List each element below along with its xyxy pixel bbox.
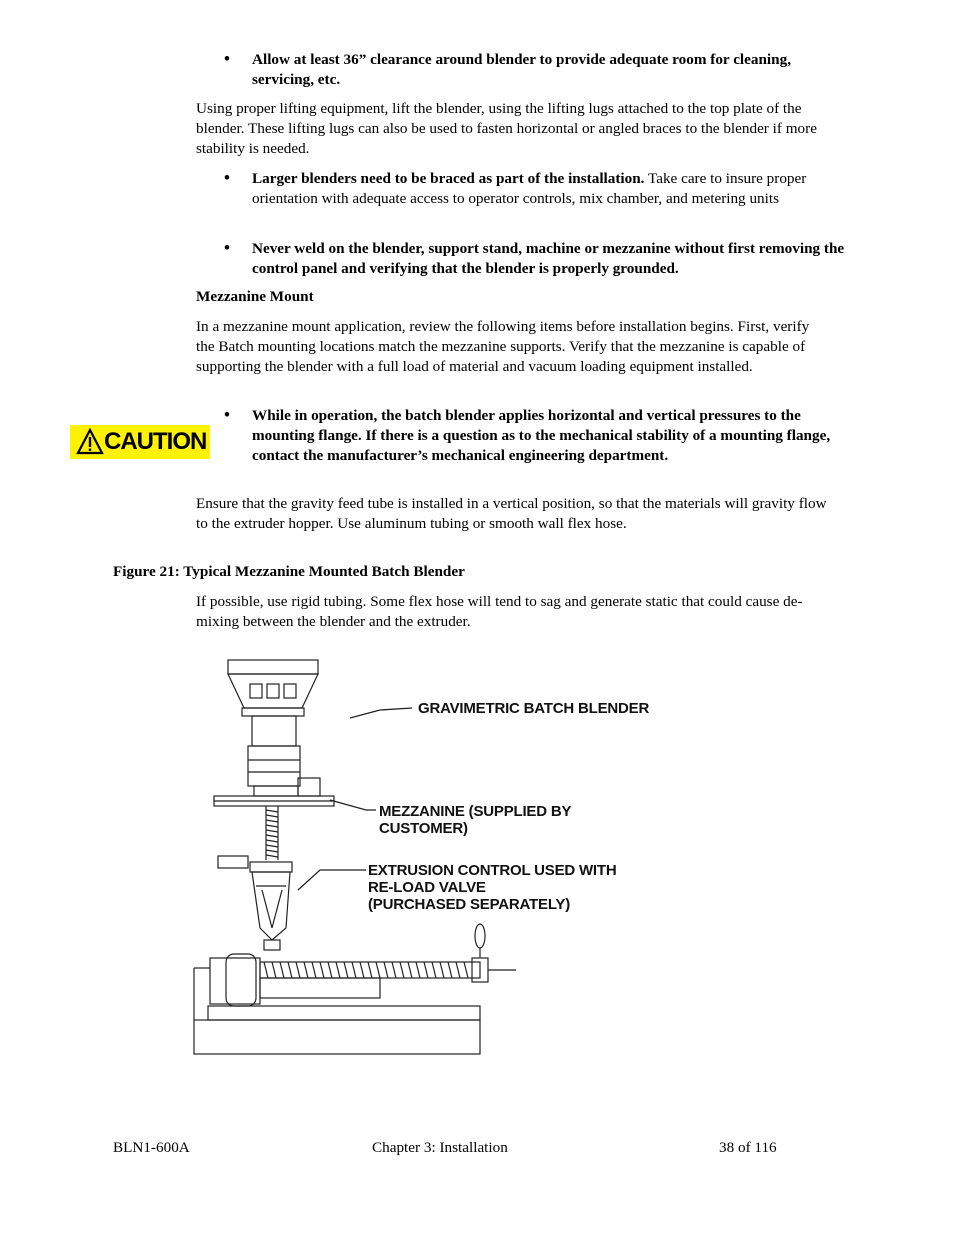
leader-mezzanine bbox=[330, 800, 376, 810]
bullet-dot: • bbox=[224, 405, 230, 424]
caution-label bbox=[70, 425, 210, 459]
bullet-braced: Larger blenders need to be braced as part of the installation. Take care to insure proper orientation with adequate access to operator controls, mix chamber, and metering units bbox=[252, 170, 807, 207]
warning-triangle-icon bbox=[76, 428, 104, 456]
label-extrusion-line1: EXTRUSION CONTROL USED WITH bbox=[368, 862, 617, 879]
label-mezzanine-line2: CUSTOMER) bbox=[379, 820, 468, 837]
extruder-base bbox=[194, 1020, 480, 1054]
extruder-motor bbox=[210, 958, 260, 1004]
leader-blender bbox=[350, 708, 412, 718]
paragraph-mezzanine: In a mezzanine mount application, review the following items before installation begins. First, verify the Batch mounting locations match the mezzanine supports. Verify that the mezzanine is capable of supporting the blender with a full load of material and vacuum loading equipment installed. bbox=[196, 318, 810, 375]
paragraph-gravity: Ensure that the gravity feed tube is installed in a vertical position, so that the materials will gravity flow to the extruder hopper. Use aluminum tubing or smooth wall flex hose. bbox=[196, 495, 827, 532]
bullet-dot: • bbox=[224, 168, 230, 187]
paragraph-lifting: Using proper lifting equipment, lift the blender, using the lifting lugs attached to the top plate of the blender. These lifting lugs can also be used to fasten horizontal or angled braces to the blender if more stability is needed. bbox=[196, 100, 817, 157]
bullet-dot: • bbox=[224, 238, 230, 257]
mezzanine-blender-diagram bbox=[180, 650, 700, 1065]
bullet-caution: While in operation, the batch blender applies horizontal and vertical pressures to the mounting flange. If there is a question as to the mechanical stability of a mounting flange, contact the manufacturer’s mechanical engineering department. bbox=[252, 407, 831, 464]
hopper-body bbox=[228, 674, 318, 708]
nozzle-valve bbox=[475, 924, 485, 948]
blender-body bbox=[248, 746, 300, 786]
section-heading-mezzanine: Mezzanine Mount bbox=[196, 288, 314, 305]
figure-caption: Figure 21: Typical Mezzanine Mounted Batch Blender bbox=[113, 563, 465, 580]
hopper-lid bbox=[228, 660, 318, 674]
footer-doc-id: BLN1-600A bbox=[113, 1139, 190, 1156]
extrusion-control bbox=[252, 872, 290, 940]
bullet-clearance: Allow at least 36” clearance around blender to provide adequate room for cleaning, servicing, etc. bbox=[252, 51, 791, 88]
label-mezzanine-line1: MEZZANINE (SUPPLIED BY bbox=[379, 803, 572, 820]
footer-chapter: Chapter 3: Installation bbox=[372, 1139, 508, 1156]
feed-tube bbox=[266, 806, 278, 860]
footer-page-number: 38 of 116 bbox=[719, 1139, 777, 1156]
bullet-weld: Never weld on the blender, support stand, machine or mezzanine without first removing the control panel and verifying that the blender is properly grounded. bbox=[252, 240, 845, 277]
label-extrusion-line2: RE-LOAD VALVE bbox=[368, 879, 486, 896]
bullet-dot: • bbox=[224, 49, 230, 68]
paragraph-rigid-tubing: If possible, use rigid tubing. Some flex hose will tend to sag and generate static that could cause de-mixing between the blender and the extruder. bbox=[196, 593, 803, 630]
caution-text: CAUTION bbox=[104, 428, 207, 455]
label-blender: GRAVIMETRIC BATCH BLENDER bbox=[418, 700, 650, 717]
leader-extrusion bbox=[298, 870, 366, 890]
label-extrusion-line3: (PURCHASED SEPARATELY) bbox=[368, 896, 571, 913]
